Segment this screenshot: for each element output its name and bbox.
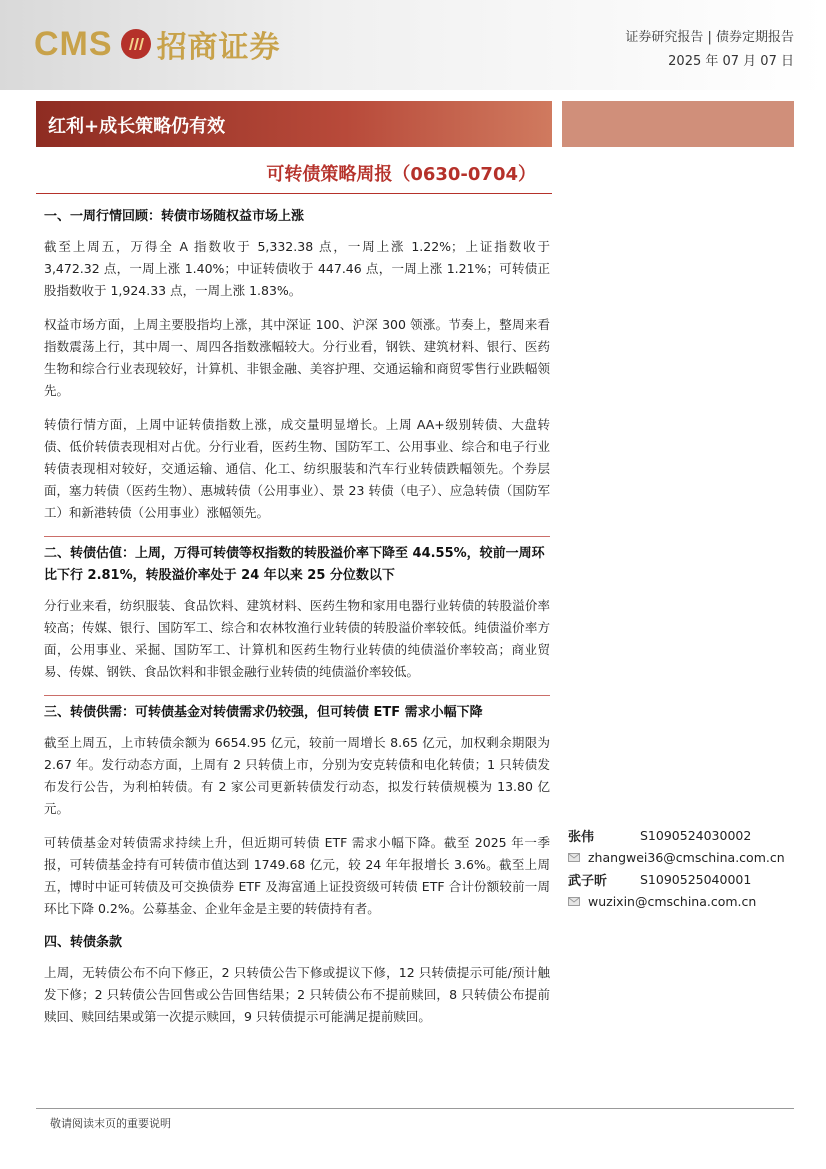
report-subtitle: 可转债策略周报（0630-0704） <box>266 164 536 185</box>
section-heading: 三、转债供需：可转债基金对转债需求仍较强，但可转债 ETF 需求小幅下降 <box>44 705 483 720</box>
analyst-email-row[interactable] <box>568 846 798 868</box>
footer-divider <box>36 1108 794 1109</box>
company-logo <box>34 22 281 66</box>
section-3 <box>44 702 550 920</box>
report-type: 证券研究报告 | 债券定期报告 <box>625 30 794 45</box>
analyst-email[interactable]: wuzixin@cmschina.com.cn <box>588 893 757 909</box>
side-banner <box>562 101 794 147</box>
section-heading: 四、转债条款 <box>44 935 123 950</box>
email-icon <box>568 897 580 906</box>
analyst-row <box>568 824 798 846</box>
section-divider <box>44 536 550 537</box>
section-heading: 一、一周行情回顾：转债市场随权益市场上涨 <box>44 209 305 224</box>
analyst-name: 张伟 <box>568 829 595 845</box>
title-banner <box>36 101 552 147</box>
subtitle-divider <box>36 193 552 194</box>
report-date: 2025 年 07 月 07 日 <box>668 54 794 69</box>
analyst-row <box>568 868 798 890</box>
analyst-panel <box>568 824 798 912</box>
section-1 <box>44 206 550 524</box>
analyst-license-id: S1090525040001 <box>640 871 752 887</box>
logo-cms-text: CMS <box>34 24 113 63</box>
paragraph: 可转债基金对转债需求持续上升，但近期可转债 ETF 需求小幅下降。截至 2025 年一季报，可转债基金持有可转债市值达到 1749.68 亿元，较 24 年年报增长 3.6%。截至上周五，博时中证可转债及可交换债券 ETF 及海富通上证投资级可转债 ETF 合计份额较前一周环比下降 0.2%。公募基金、企业年金是主要的转债持有者。 <box>44 835 550 916</box>
analyst-license-id: S1090524030002 <box>640 827 752 843</box>
paragraph: 转债行情方面，上周中证转债指数上涨，成交量明显增长。上周 AA+级别转债、大盘转债、低价转债表现相对占优。分行业看，医药生物、国防军工、公用事业、综合和电子行业转债表现相对较好，交通运输、通信、化工、纺织服装和汽车行业转债跌幅领先。个券层面，塞力转债（医药生物）、惠城转债（公用事业）、景 23 转债（电子）、应急转债（国防军工）和新港转债（公用事业）涨幅领先。 <box>44 417 550 520</box>
section-2 <box>44 543 550 683</box>
main-content <box>44 206 550 1040</box>
analyst-name: 武子昕 <box>568 873 608 889</box>
footer-disclaimer: 敬请阅读末页的重要说明 <box>50 1117 171 1130</box>
email-icon <box>568 853 580 862</box>
paragraph: 分行业来看，纺织服装、食品饮料、建筑材料、医药生物和家用电器行业转债的转股溢价率较高；传媒、银行、国防军工、综合和农林牧渔行业转债的转股溢价率较低。纯债溢价率方面，公用事业、采掘、国防军工、计算机和医药生物行业转债的纯债溢价率较高；商业贸易、传媒、钢铁、食品饮料和非银金融行业转债的纯债溢价率较低。 <box>44 598 550 679</box>
section-4 <box>44 932 550 1028</box>
paragraph: 截至上周五，万得全 A 指数收于 5,332.38 点，一周上涨 1.22%；上证指数收于 3,472.32 点，一周上涨 1.40%；中证转债收于 447.46 点，一周上涨 1.21%；可转债正股指数收于 1,924.33 点，一周上涨 1.83%。 <box>44 239 550 298</box>
analyst-email-row[interactable] <box>568 890 798 912</box>
paragraph: 上周，无转债公布不向下修正，2 只转债公告下修或提议下修，12 只转债提示可能/预计触发下修；2 只转债公告回售或公告回售结果；2 只转债公布不提前赎回，8 只转债公布提前赎回、赎回结果或第一次提示赎回，9 只转债提示可能满足提前赎回。 <box>44 965 550 1024</box>
paragraph: 截至上周五，上市转债余额为 6654.95 亿元，较前一周增长 8.65 亿元，加权剩余期限为 2.67 年。发行动态方面，上周有 2 只转债上市，分别为安克转债和电化转债；1 只转债发布发行公告，为利柏转债。有 2 家公司更新转债发行动态，拟发行转债规模为 13.80 亿元。 <box>44 735 550 816</box>
banner-title: 红利+成长策略仍有效 <box>48 116 226 137</box>
section-divider <box>44 695 550 696</box>
analyst-email[interactable]: zhangwei36@cmschina.com.cn <box>588 849 785 865</box>
logo-emblem-icon <box>121 29 151 59</box>
logo-cn-text: 招商证券 <box>156 30 281 65</box>
paragraph: 权益市场方面，上周主要股指均上涨，其中深证 100、沪深 300 领涨。节奏上，整周来看指数震荡上行，其中周一、周四各指数涨幅较大。分行业看，钢铁、建筑材料、银行、医药生物和综合行业表现较好，计算机、非银金融、美容护理、交通运输和商贸零售行业跌幅领先。 <box>44 317 550 398</box>
section-heading: 二、转债估值：上周，万得可转债等权指数的转股溢价率下降至 44.55%，较前一周环比下行 2.81%，转股溢价率处于 24 年以来 25 分位数以下 <box>44 546 545 583</box>
